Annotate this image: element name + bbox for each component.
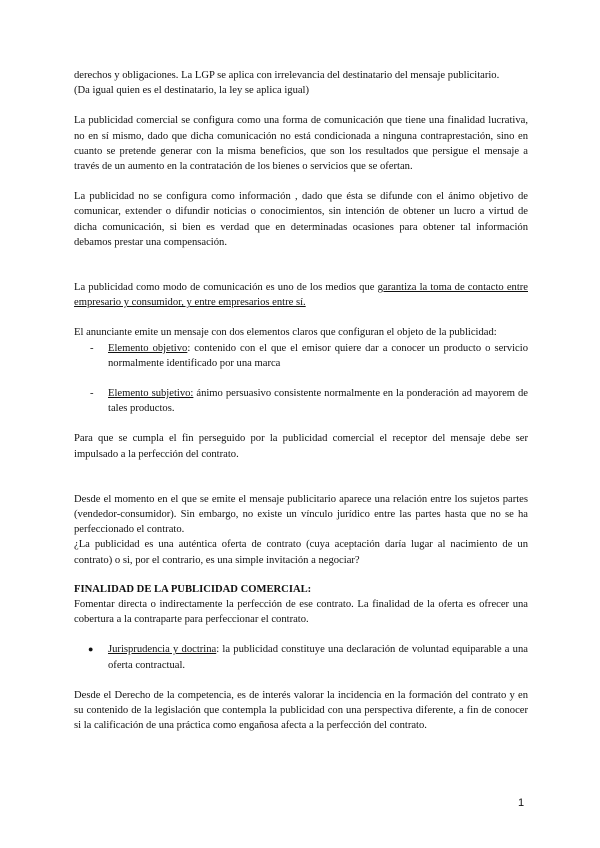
definition-objective-element: : contenido con el que el emisor quiere dar a conocer un producto o servicio normalmente identificado por una marca — [108, 342, 528, 369]
section-heading-purpose: FINALIDAD DE LA PUBLICIDAD COMERCIAL: — [74, 583, 312, 595]
term-subjective-element: Elemento subjetivo: — [108, 388, 194, 400]
paragraph-not-information: La publicidad no se configura como información , dado que ésta se difunde con el ánimo objetivo de comunicar, extender o difundir noticias o conocimientos, sin intención de obtener un lucro a virtud de dicha comunicación, si bien es verdad que en determinadas ocasiones para obtener tal información debamos prestar una compensación. — [74, 191, 528, 248]
dash-marker: - — [90, 388, 94, 400]
dash-marker: - — [90, 342, 94, 354]
paragraph-communication-mode-text: La publicidad como modo de comunicación es uno de los medios que — [74, 282, 378, 294]
elements-list — [74, 341, 528, 417]
underlined-guarantee-text: garantiza la toma de contacto entre empresario y consumidor, y entre empresarios entre sí. — [74, 282, 528, 309]
paragraph-intro-line2: (Da igual quien es el destinatario, la ley se aplica igual) — [74, 85, 310, 97]
paragraph-purpose-receiver: Para que se cumpla el fin perseguido por la publicidad comercial el receptor del mensaje debe ser impulsado a la perfección del contrato. — [74, 433, 528, 460]
bullet-dot-icon: ● — [88, 644, 94, 655]
paragraph-relationship-parties: Desde el momento en el que se emite el mensaje publicitario aparece una relación entre los sujetos partes (vendedor-consumidor). Sin embargo, no existe un vínculo jurídico entre las partes hasta que no se ha perfeccionado el contrato. — [74, 493, 528, 536]
bullet-list — [74, 642, 528, 672]
definition-subjective-element: ánimo persuasivo consistente normalmente en la ponderación ad mayorem de tales productos. — [108, 388, 528, 415]
term-jurisprudence: Jurisprudencia y doctrina — [108, 644, 217, 656]
paragraph-intro — [74, 68, 528, 98]
paragraph-offer-question: ¿La publicidad es una auténtica oferta de contrato (cuya aceptación daría lugar al nacimiento de un contrato) o si, por el contrario, es una simple invitación a negociar? — [74, 539, 528, 566]
list-item-jurisprudence — [74, 642, 528, 672]
paragraph-advertiser-message: El anunciante emite un mensaje con dos elementos claros que configuran el objeto de la publicidad: — [74, 327, 497, 339]
term-objective-element: Elemento objetivo — [108, 342, 188, 354]
paragraph-encourage-contract: Fomentar directa o indirectamente la perfección de ese contrato. La finalidad de la oferta es ofrecer una cobertura a la contraparte para perfeccionar el contrato. — [74, 599, 528, 626]
page-number: 1 — [518, 797, 525, 809]
paragraph-commercial-advertising: La publicidad comercial se configura como una forma de comunicación que tiene una finalidad lucrativa, no en sí mismo, dado que dicha comunicación no está condicionada a ninguna contraprestación, sino en cuanto se pretende generar con la misma beneficios, que son los resultados que persigue el mensaje a través de un aumento en la contratación de los bienes o servicios que se ofertan. — [74, 115, 528, 173]
definition-jurisprudence: : la publicidad constituye una declaración de voluntad equiparable a una oferta contractual. — [108, 644, 528, 671]
paragraph-competition-law: Desde el Derecho de la competencia, es de interés valorar la incidencia en la formación del contrato y en su contenido de la legislación que contempla la publicidad con una perspectiva diferente, a fin de conocer si la calificación de una práctica como engañosa afecta a la perfección del contrato. — [74, 689, 528, 732]
list-item-objective-element — [74, 341, 528, 371]
page-content — [74, 68, 528, 734]
list-item-subjective-element — [74, 386, 528, 416]
paragraph-intro-line1: derechos y obligaciones. La LGP se aplica con irrelevancia del destinatario del mensaje publicitario. — [74, 70, 500, 81]
paragraph-communication-mode — [74, 280, 528, 310]
